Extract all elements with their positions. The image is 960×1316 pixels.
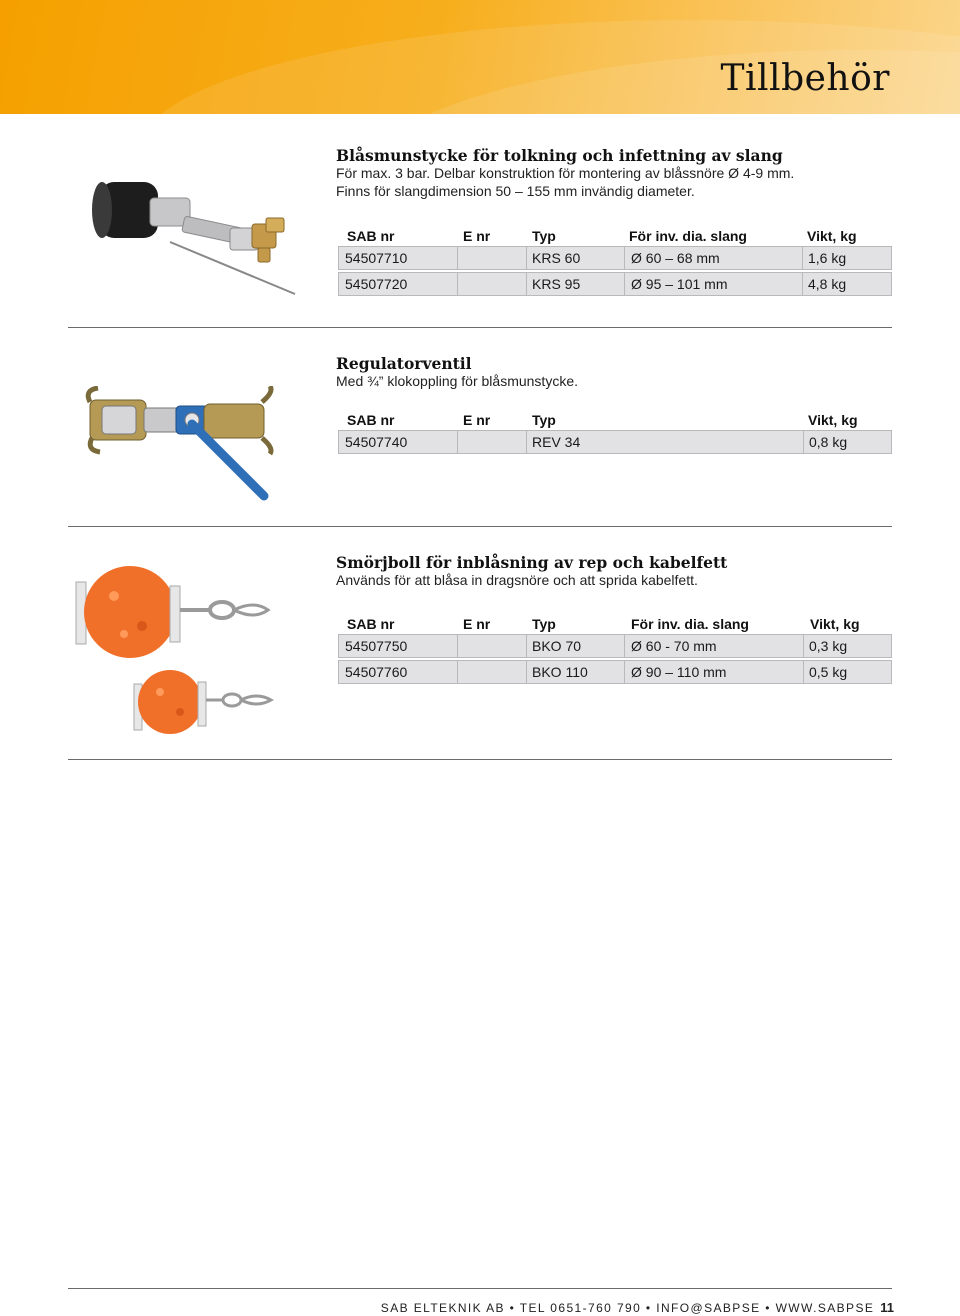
section-title: Regulatorventil (336, 354, 472, 373)
cell-vikt: 0,5 kg (809, 664, 848, 680)
col-vikt: Vikt, kg (808, 412, 858, 428)
cell-typ: KRS 95 (532, 276, 581, 292)
cell-dia: Ø 60 – 68 mm (631, 250, 720, 266)
table-row (338, 272, 892, 296)
table-row (338, 430, 892, 454)
col-vikt: Vikt, kg (810, 616, 860, 632)
footer-divider (68, 1288, 892, 1289)
section-description: Med ¾” klokoppling för blåsmunstycke. (336, 373, 578, 389)
col-enr: E nr (463, 412, 491, 428)
regulator-valve-image (84, 386, 284, 506)
col-dia: För inv. dia. slang (629, 228, 747, 244)
cell-vikt: 1,6 kg (808, 250, 847, 266)
footer-contact: SAB ELTEKNIK AB • TEL 0651-760 790 • INFO@SABPSE • WWW.SABPSE (380, 1301, 875, 1315)
section-divider (68, 526, 892, 527)
col-sab: SAB nr (347, 616, 395, 632)
section-divider (68, 327, 892, 328)
spec-table (338, 612, 892, 686)
col-dia: För inv. dia. slang (631, 616, 749, 632)
table-header (338, 408, 892, 430)
cell-sab: 54507720 (345, 276, 408, 292)
cell-dia: Ø 90 – 110 mm (631, 664, 727, 680)
section-divider (68, 759, 892, 760)
col-enr: E nr (463, 616, 491, 632)
cell-typ: BKO 110 (532, 664, 588, 680)
col-typ: Typ (532, 412, 556, 428)
lubrication-ball-image (72, 556, 282, 740)
col-enr: E nr (463, 228, 491, 244)
cell-typ: BKO 70 (532, 638, 582, 654)
cell-vikt: 0,3 kg (809, 638, 848, 654)
col-typ: Typ (532, 228, 556, 244)
cell-dia: Ø 95 – 101 mm (631, 276, 728, 292)
table-row (338, 634, 892, 658)
page-header (0, 0, 960, 114)
table-row (338, 246, 892, 270)
page-number: 11 (880, 1300, 894, 1315)
section-description: Finns för slangdimension 50 – 155 mm invändig diameter. (336, 183, 695, 199)
cell-sab: 54507710 (345, 250, 408, 266)
blow-nozzle-image (80, 172, 300, 302)
cell-sab: 54507760 (345, 664, 408, 680)
cell-sab: 54507740 (345, 434, 408, 450)
section-description: För max. 3 bar. Delbar konstruktion för montering av blåssnöre Ø 4-9 mm. (336, 165, 795, 181)
table-row (338, 660, 892, 684)
cell-typ: REV 34 (532, 434, 581, 450)
col-typ: Typ (532, 616, 556, 632)
col-vikt: Vikt, kg (807, 228, 857, 244)
spec-table (338, 224, 892, 298)
cell-dia: Ø 60 - 70 mm (631, 638, 717, 654)
section-title: Smörjboll för inblåsning av rep och kabelfett (336, 553, 728, 572)
cell-typ: KRS 60 (532, 250, 581, 266)
col-sab: SAB nr (347, 228, 395, 244)
table-header (338, 612, 892, 634)
page-footer (381, 1300, 894, 1315)
table-header (338, 224, 892, 246)
page-title: Tillbehör (720, 58, 890, 99)
cell-vikt: 4,8 kg (808, 276, 847, 292)
section-title: Blåsmunstycke för tolkning och infettning av slang (336, 146, 783, 165)
cell-vikt: 0,8 kg (809, 434, 848, 450)
spec-table (338, 408, 892, 456)
col-sab: SAB nr (347, 412, 395, 428)
section-description: Används för att blåsa in dragsnöre och att sprida kabelfett. (336, 572, 698, 588)
cell-sab: 54507750 (345, 638, 408, 654)
